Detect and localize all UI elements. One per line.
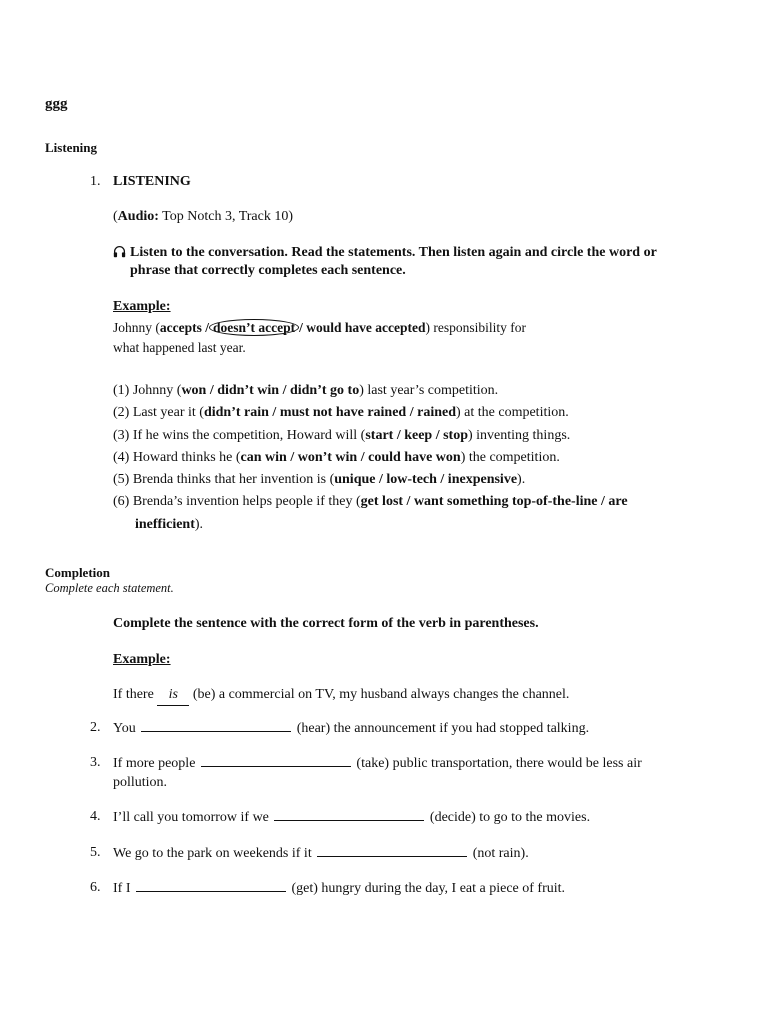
listening-item-3: (3) If he wins the competition, Howard will (start / keep / stop) inventing things.: [113, 428, 571, 443]
listening-item-6: (6) Brenda’s invention helps people if they (get lost / want something top-of-the-line / are: [113, 494, 628, 509]
example-circled-answer: doesn’t accept: [209, 319, 299, 336]
answer-blank[interactable]: [136, 879, 286, 892]
instruction-line-2: phrase that correctly completes each sentence.: [130, 263, 406, 278]
completion-section-subtitle: Complete each statement.: [45, 581, 174, 595]
listening-item-4: (4) Howard thinks he (can win / won’t win / could have won) the competition.: [113, 450, 560, 465]
question-title: LISTENING: [113, 174, 191, 189]
listening-item-2: (2) Last year it (didn’t rain / must not have rained / rained) at the competition.: [113, 405, 569, 420]
completion-item-number: 3.: [90, 755, 101, 770]
completion-item-6: If I (get) hungry during the day, I eat a piece of fruit.: [113, 881, 566, 896]
listening-section-label: Listening: [45, 140, 98, 155]
audio-source: (Audio: Top Notch 3, Track 10): [113, 209, 294, 224]
listening-item-6-continued: inefficient).: [135, 517, 204, 532]
listening-item-5: (5) Brenda thinks that her invention is (unique / low-tech / inexpensive).: [113, 472, 526, 487]
example-option-1: accepts /: [159, 320, 209, 335]
completion-item-2: You (hear) the announcement if you had stopped talking.: [113, 721, 590, 736]
completion-item-number: 5.: [90, 845, 101, 860]
answer-blank[interactable]: [317, 844, 467, 857]
completion-section-label: Completion: [45, 565, 110, 580]
audio-source-text: Top Notch 3, Track 10: [162, 209, 289, 224]
instruction-line-1: Listen to the conversation. Read the statements. Then listen again and circle the word or: [130, 245, 657, 260]
document-title: ggg: [45, 96, 68, 112]
completion-item-5: We go to the park on weekends if it (not rain).: [113, 846, 529, 861]
completion-item-number: 2.: [90, 720, 101, 735]
completion-item-number: 6.: [90, 880, 101, 895]
completion-example-sentence: If there is (be) a commercial on TV, my husband always changes the channel.: [113, 685, 569, 706]
question-number: 1.: [90, 174, 101, 189]
listening-example-line-2: what happened last year.: [113, 340, 246, 355]
completion-item-number: 4.: [90, 809, 101, 824]
listening-item-1: (1) Johnny (won / didn’t win / didn’t go to) last year’s competition.: [113, 383, 499, 398]
audio-label: Audio:: [117, 209, 159, 224]
example-pre: Johnny (: [113, 320, 160, 335]
completion-example-label: Example:: [113, 652, 171, 667]
completion-instruction: Complete the sentence with the correct form of the verb in parentheses.: [113, 616, 539, 631]
listening-instruction: [113, 243, 713, 263]
example-option-3: / would have accepted: [299, 320, 426, 335]
example-post: ) responsibility for: [425, 320, 526, 335]
answer-blank[interactable]: [274, 808, 424, 821]
completion-item-3-continued: pollution.: [113, 775, 168, 790]
answer-blank[interactable]: [141, 719, 291, 732]
example-filled-blank: is: [157, 685, 189, 706]
answer-blank[interactable]: [201, 754, 351, 767]
headphones-icon: [113, 245, 126, 258]
listening-example-label: Example:: [113, 299, 171, 314]
completion-item-4: I’ll call you tomorrow if we (decide) to go to the movies.: [113, 810, 591, 825]
completion-item-3: If more people (take) public transportation, there would be less air: [113, 756, 642, 771]
listening-example-sentence: [113, 318, 526, 338]
